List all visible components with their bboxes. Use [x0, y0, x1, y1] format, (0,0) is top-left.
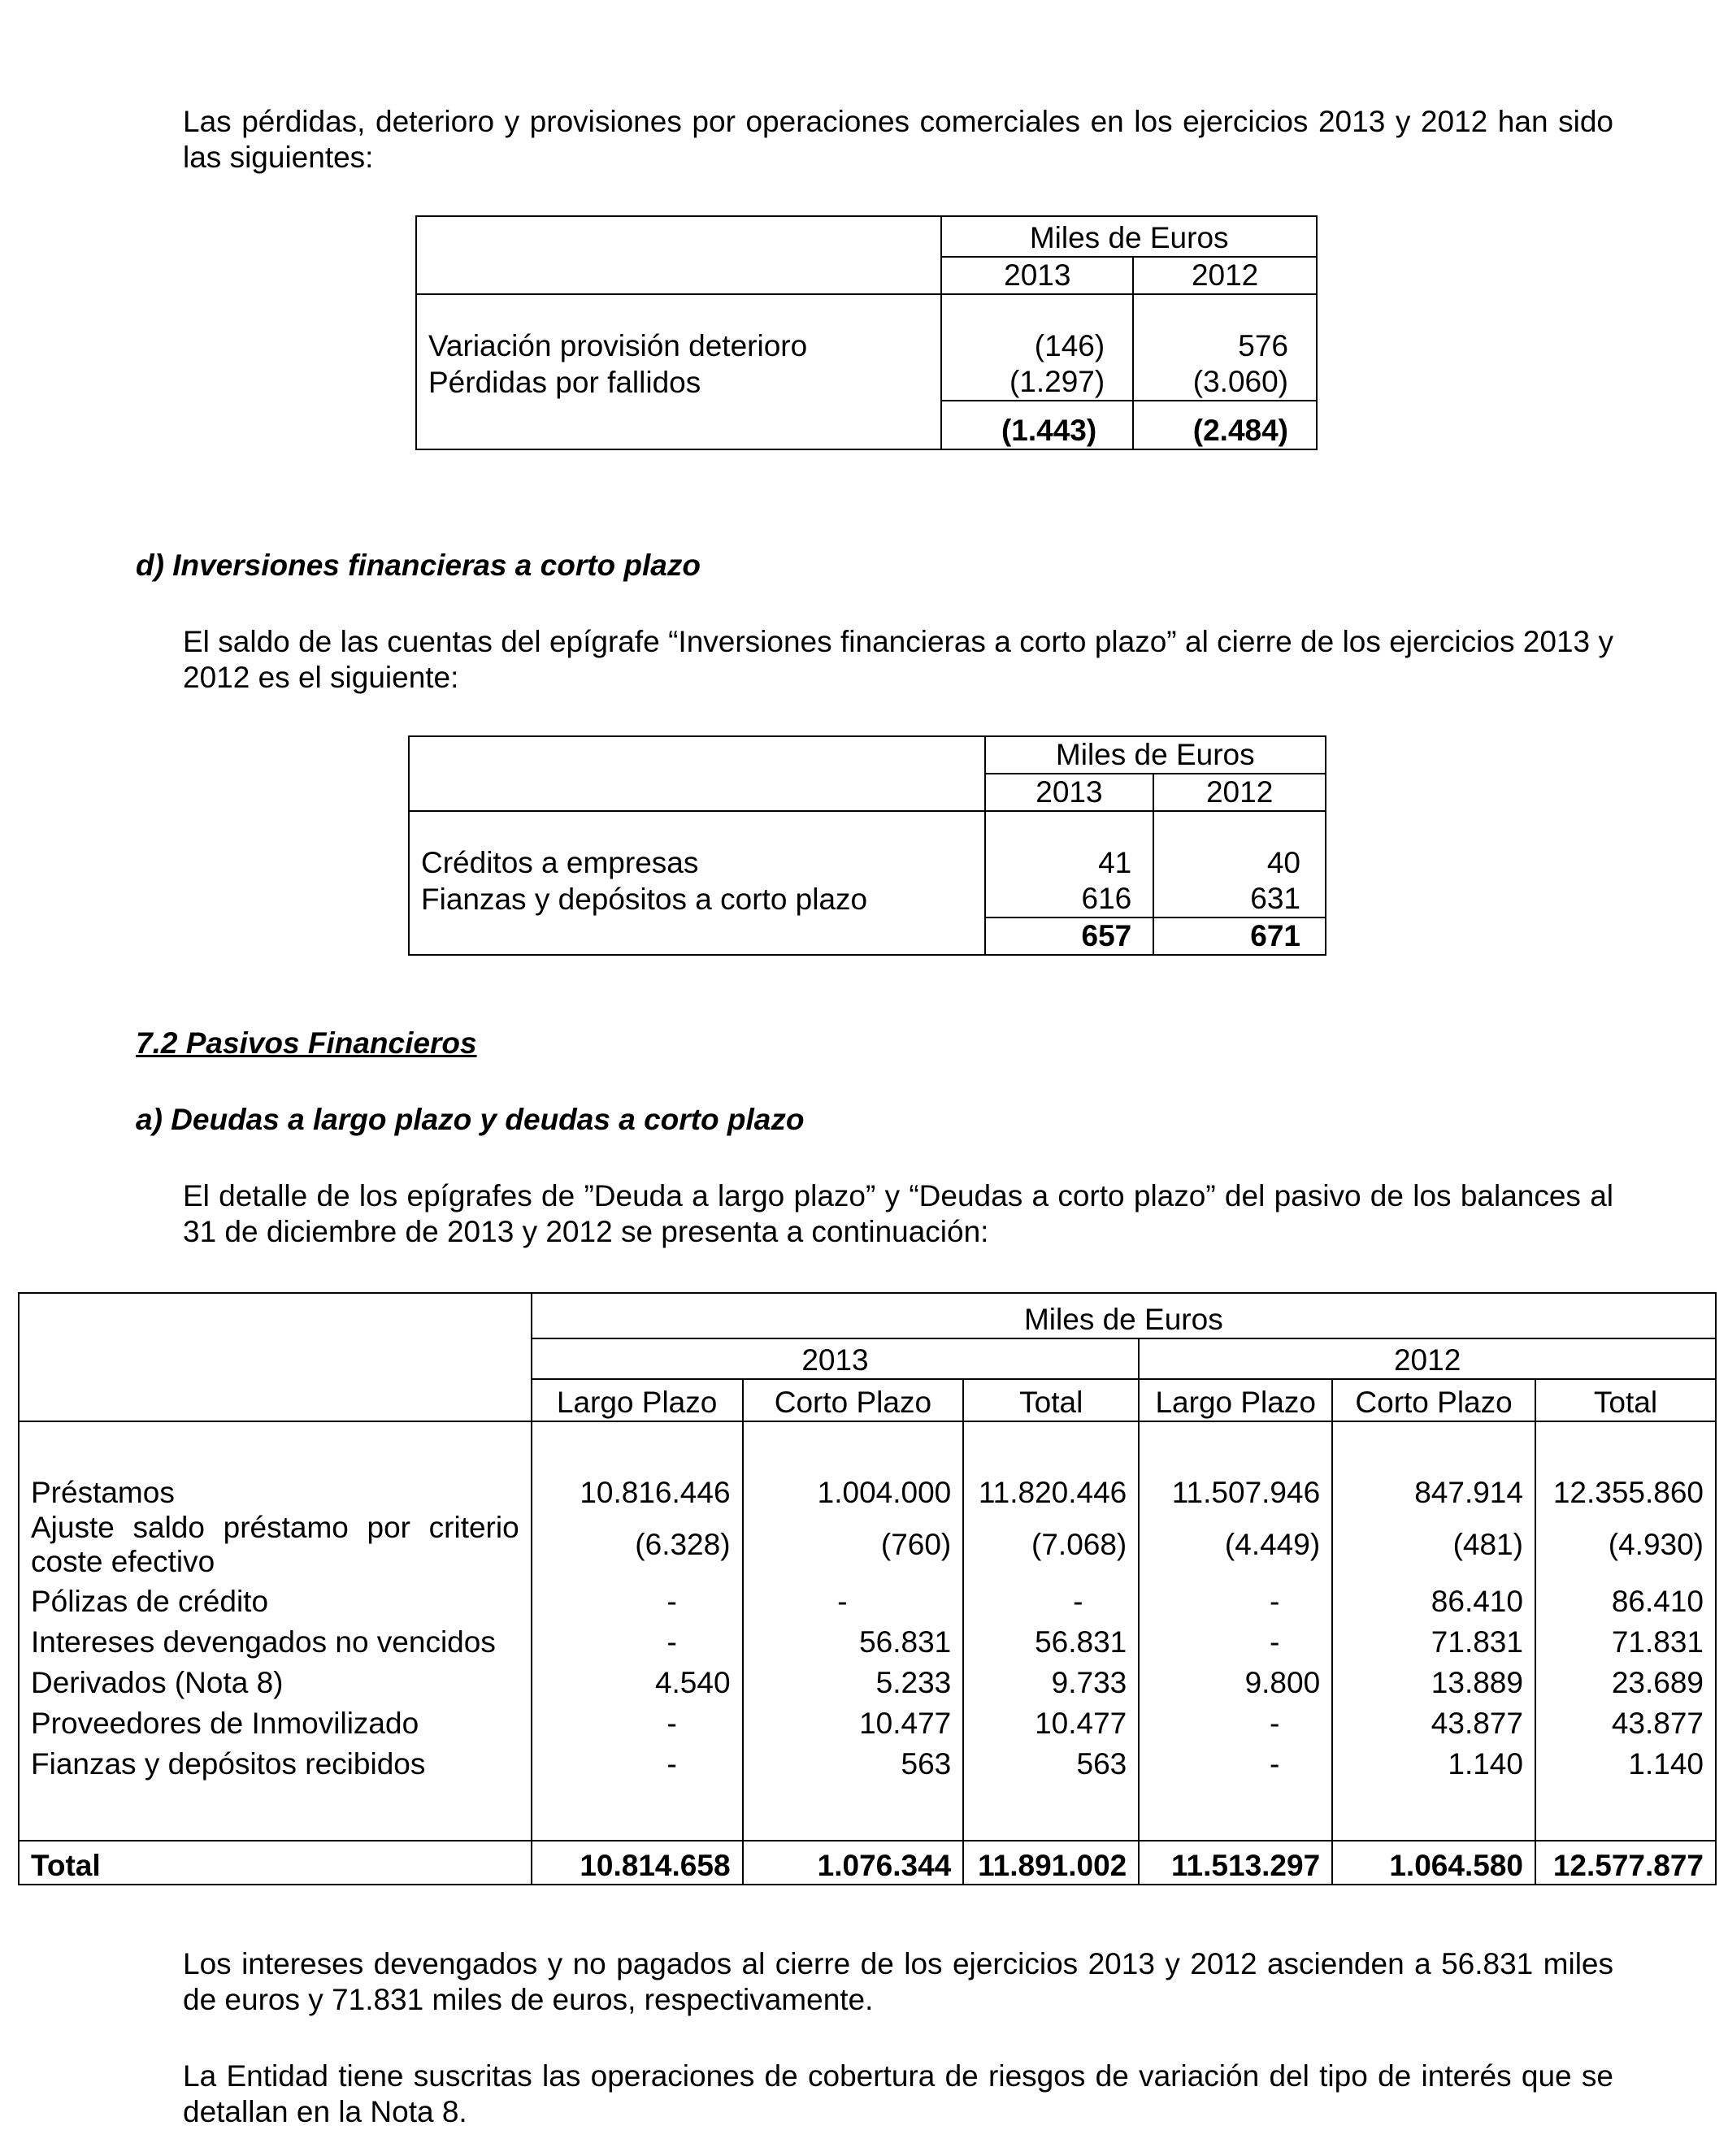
table3-row-label: Pólizas de crédito [19, 1579, 532, 1620]
table3-cell: - [1139, 1701, 1332, 1742]
table2-cell: 41 [985, 845, 1154, 881]
table1-cell: (1.297) [941, 364, 1133, 401]
table1-total: (2.484) [1133, 401, 1317, 449]
table3-cell: 11.820.446 [963, 1470, 1139, 1511]
table3-total: 12.577.877 [1535, 1841, 1716, 1885]
table3-cell: 10.816.446 [532, 1470, 743, 1511]
table2-row-label: Créditos a empresas [409, 845, 985, 881]
table3-cell: 10.477 [743, 1701, 964, 1742]
table3-cell: 71.831 [1535, 1620, 1716, 1660]
table2-cell: 40 [1153, 845, 1326, 881]
table3-col-header: Largo Plazo [532, 1379, 743, 1421]
table3-col-header: Total [1535, 1379, 1716, 1421]
table3-row-label: Préstamos [19, 1470, 532, 1511]
table3-col-header: Largo Plazo [1139, 1379, 1332, 1421]
table3-cell: (4.930) [1535, 1511, 1716, 1579]
table1-row-label: Pérdidas por fallidos [416, 364, 941, 401]
table3-cell: - [743, 1579, 964, 1620]
table1-cell: (146) [941, 328, 1133, 364]
table3-cell: 56.831 [963, 1620, 1139, 1660]
table3-cell: 13.889 [1332, 1660, 1535, 1701]
intro-paragraph-1: Las pérdidas, deterioro y provisiones por operaciones comerciales en los ejercicios 2013 y 2012 han sido las siguientes: [183, 105, 1613, 174]
table3-cell: 11.507.946 [1139, 1470, 1332, 1511]
table3-row-label: Proveedores de Inmovilizado [19, 1701, 532, 1742]
table3-cell: 43.877 [1332, 1701, 1535, 1742]
table3-cell: - [1139, 1620, 1332, 1660]
table3-cell: - [1139, 1579, 1332, 1620]
table3-cell: 1.004.000 [743, 1470, 964, 1511]
table3-cell: 5.233 [743, 1660, 964, 1701]
table3-cell: 1.140 [1332, 1742, 1535, 1782]
table3-cell: 4.540 [532, 1660, 743, 1701]
table3-cell: - [532, 1579, 743, 1620]
table3-total: 11.891.002 [963, 1841, 1139, 1885]
table3-cell: 1.140 [1535, 1742, 1716, 1782]
section-d-heading: d) Inversiones financieras a corto plazo [136, 549, 701, 582]
table3-cell: - [532, 1742, 743, 1782]
table3-cell: 86.410 [1535, 1579, 1716, 1620]
table3-cell: (7.068) [963, 1511, 1139, 1579]
table2-cell: 631 [1153, 881, 1326, 917]
table1-row-label: Variación provisión deterioro [416, 328, 941, 364]
intro-paragraph-3: El detalle de los epígrafes de ”Deuda a largo plazo” y “Deudas a corto plazo” del pasivo de los balances al 31 de diciembre de 2013 y 2012 se presenta a continuación: [183, 1179, 1613, 1248]
table3-total: 1.064.580 [1332, 1841, 1535, 1885]
table3-unit-header: Miles de Euros [532, 1293, 1716, 1338]
table3-col-header: Corto Plazo [743, 1379, 964, 1421]
table3-cell: - [532, 1620, 743, 1660]
table3-row-label: Fianzas y depósitos recibidos [19, 1742, 532, 1782]
table3-total-label: Total [19, 1841, 532, 1885]
section-a-heading: a) Deudas a largo plazo y deudas a corto plazo [136, 1103, 805, 1136]
table3-cell: 71.831 [1332, 1620, 1535, 1660]
table3-cell: 563 [743, 1742, 964, 1782]
table2-year-2012: 2012 [1153, 774, 1326, 811]
table1-year-2012: 2012 [1133, 257, 1317, 294]
table3-row-label: Derivados (Nota 8) [19, 1660, 532, 1701]
closing-paragraph-1: Los intereses devengados y no pagados al cierre de los ejercicios 2013 y 2012 ascienden a 56.831 miles de euros y 71.831 miles de euros, respectivamente. [183, 1947, 1613, 2016]
intro-paragraph-2: El saldo de las cuentas del epígrafe “Inversiones financieras a corto plazo” al cierre de los ejercicios 2013 y 2012 es el siguiente: [183, 625, 1613, 694]
table1-unit-header: Miles de Euros [941, 216, 1317, 257]
section-72-heading: 7.2 Pasivos Financieros [136, 1026, 477, 1060]
table3-cell: 10.477 [963, 1701, 1139, 1742]
table3-cell: - [532, 1701, 743, 1742]
table3-cell: - [963, 1579, 1139, 1620]
table3-cell: 23.689 [1535, 1660, 1716, 1701]
table3-cell: 9.733 [963, 1660, 1139, 1701]
table3-cell: 12.355.860 [1535, 1470, 1716, 1511]
closing-paragraph-2: La Entidad tiene suscritas las operaciones de cobertura de riesgos de variación del tipo de interés que se detallan en la Nota 8. [183, 2059, 1613, 2128]
table3-cell: (6.328) [532, 1511, 743, 1579]
table3-cell: 43.877 [1535, 1701, 1716, 1742]
table2-year-2013: 2013 [985, 774, 1154, 811]
table3-col-header: Corto Plazo [1332, 1379, 1535, 1421]
table2-total: 657 [985, 917, 1154, 955]
table3-year-2012: 2012 [1139, 1338, 1716, 1379]
debts-table [18, 1292, 1717, 1885]
table3-cell: 86.410 [1332, 1579, 1535, 1620]
table2-row-label: Fianzas y depósitos a corto plazo [409, 881, 985, 917]
table3-cell: (481) [1332, 1511, 1535, 1579]
table2-cell: 616 [985, 881, 1154, 917]
table3-row-label: Intereses devengados no vencidos [19, 1620, 532, 1660]
table3-cell: 563 [963, 1742, 1139, 1782]
table3-col-header: Total [963, 1379, 1139, 1421]
investments-table [408, 735, 1326, 956]
table3-cell: 847.914 [1332, 1470, 1535, 1511]
table3-row-label: Ajuste saldo préstamo por criterio coste efectivo [19, 1511, 532, 1579]
table3-year-2013: 2013 [532, 1338, 1140, 1379]
table3-total: 10.814.658 [532, 1841, 743, 1885]
table1-total: (1.443) [941, 401, 1133, 449]
table1-cell: (3.060) [1133, 364, 1317, 401]
table2-unit-header: Miles de Euros [985, 736, 1326, 774]
table3-total: 11.513.297 [1139, 1841, 1332, 1885]
provisions-table [415, 215, 1318, 450]
table3-cell: 9.800 [1139, 1660, 1332, 1701]
table3-total: 1.076.344 [743, 1841, 964, 1885]
table3-cell: (760) [743, 1511, 964, 1579]
table1-year-2013: 2013 [941, 257, 1133, 294]
table2-total: 671 [1153, 917, 1326, 955]
table3-cell: - [1139, 1742, 1332, 1782]
table3-cell: (4.449) [1139, 1511, 1332, 1579]
table3-cell: 56.831 [743, 1620, 964, 1660]
table1-cell: 576 [1133, 328, 1317, 364]
